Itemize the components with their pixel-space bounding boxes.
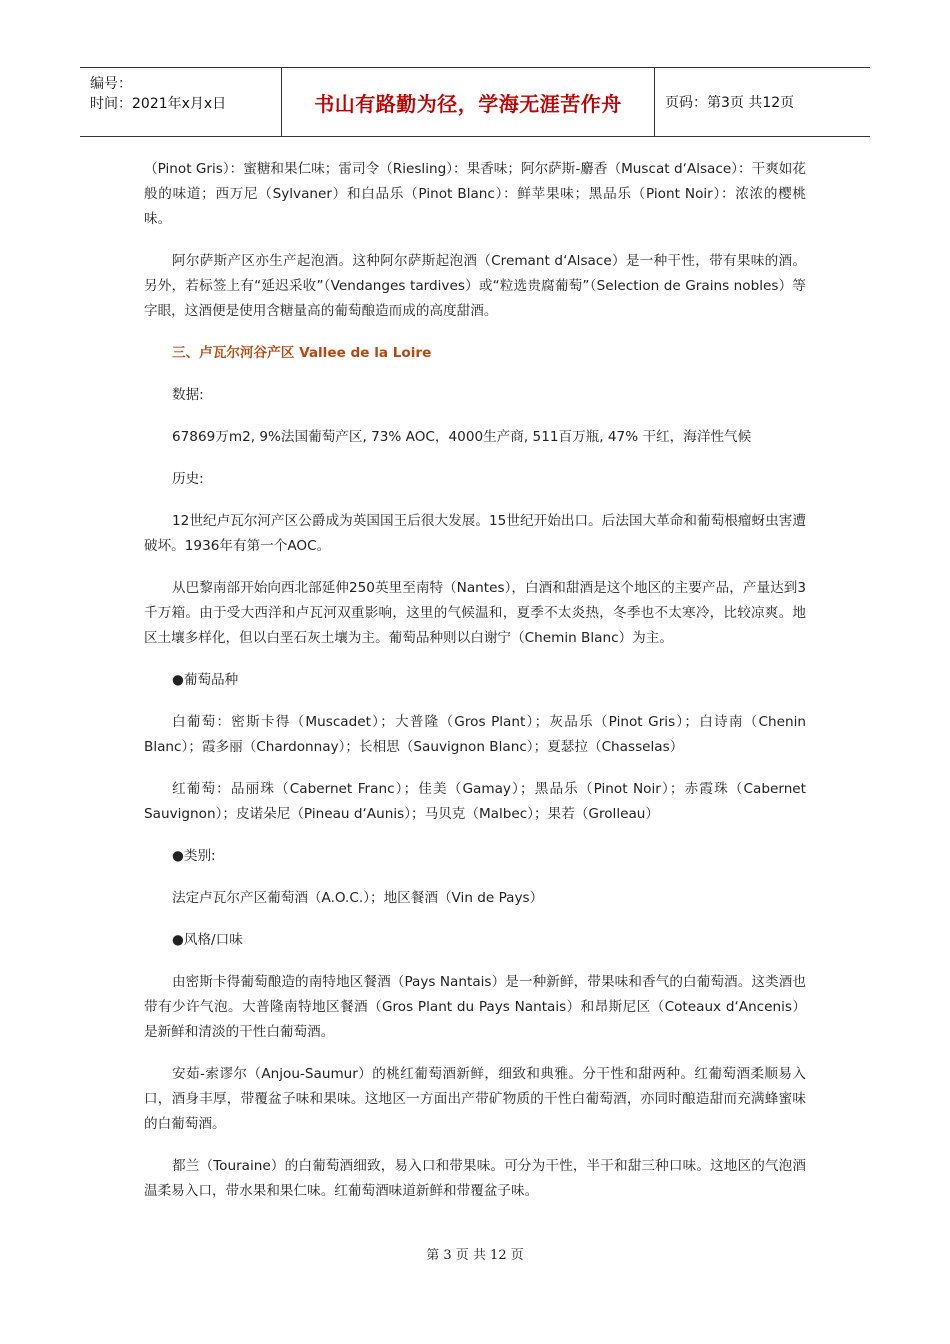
page-footer: 第 3 页 共 12 页 (426, 1248, 524, 1263)
history-label: 历史: (172, 471, 204, 487)
bullet-categories: ●类别: (172, 848, 216, 864)
document-body (144, 157, 806, 1221)
header-page-number: 页码：第3页 共12页 (665, 95, 795, 111)
data-label: 数据: (172, 387, 204, 403)
page-header (80, 67, 870, 137)
header-motto: 书山有路勤为径，学海无涯苦作舟 (282, 68, 655, 136)
paragraph-varieties-cont: （Pinot Gris）：蜜糖和果仁味；雷司令（Riesling）：果香味；阿尔萨斯-麝香（Muscat d‘Alsace）：干爽如花般的味道；西万尼（Sylvaner）和白品乐（Pinot Blanc）：鲜苹果味；黑品乐（Piont Noir）：浓浓的樱桃味。 (144, 161, 806, 227)
paragraph-sparkling: 阿尔萨斯产区亦生产起泡酒。这种阿尔萨斯起泡酒（Cremant d‘Alsace）是一种干性，带有果味的酒。另外，若标签上有“延迟采收”（Vendanges tardives）或“粒选贵腐葡萄”（Selection de Grains nobles）等字眼，这酒便是使用含糖量高的葡萄酿造而成的高度甜酒。 (144, 253, 806, 319)
bullet-grape-varieties: ●葡萄品种 (172, 672, 239, 688)
document-time-label: 时间：2021年x月x日 (90, 96, 227, 112)
paragraph-geography: 从巴黎南部开始向西北部延伸250英里至南特（Nantes），白酒和甜酒是这个地区的主要产品，产量达到3千万箱。由于受大西洋和卢瓦河双重影响，这里的气候温和，夏季不太炎热，冬季也不太寒冷，比较凉爽。地区土壤多样化，但以白垩石灰土壤为主。葡萄品种则以白谢宁（Chemin Blanc）为主。 (144, 580, 806, 646)
paragraph-white-grapes: 白葡萄：密斯卡得（Muscadet）；大普隆（Gros Plant）；灰品乐（Pinot Gris）；白诗南（Chenin Blanc）；霞多丽（Chardonnay）；长相思（Sauvignon Blanc）；夏瑟拉（Chasselas） (144, 714, 806, 755)
paragraph-touraine: 都兰（Touraine）的白葡萄酒细致，易入口和带果味。可分为干性，半干和甜三种口味。这地区的气泡酒温柔易入口，带水果和果仁味。红葡萄酒味道新鲜和带覆盆子味。 (144, 1158, 806, 1199)
paragraph-red-grapes: 红葡萄：品丽珠（Cabernet Franc）；佳美（Gamay）；黑品乐（Pinot Noir）；赤霞珠（Cabernet Sauvignon）；皮诺朵尼（Pineau d‘Aunis）；马贝克（Malbec）；果若（Grolleau） (144, 781, 806, 822)
paragraph-history: 12世纪卢瓦尔河产区公爵成为英国国王后很大发展。15世纪开始出口。后法国大革命和葡萄根瘤蚜虫害遭破坏。1936年有第一个AOC。 (144, 513, 806, 554)
bullet-style-taste: ●风格/口味 (172, 932, 243, 948)
paragraph-stats: 67869万m2, 9%法国葡萄产区, 73% AOC，4000生产商, 511百万瓶, 47% 干红，海洋性气候 (172, 429, 752, 445)
paragraph-nantais: 由密斯卡得葡萄酿造的南特地区餐酒（Pays Nantais）是一种新鲜，带果味和香气的白葡萄酒。这类酒也带有少许气泡。大普隆南特地区餐酒（Gros Plant du Pays Nantais）和昂斯尼区（Coteaux d‘Ancenis）是新鲜和清淡的干性白葡萄酒。 (144, 974, 806, 1040)
paragraph-anjou: 安茹-索谬尔（Anjou-Saumur）的桃红葡萄酒新鲜，细致和典雅。分干性和甜两种。红葡萄酒柔顺易入口，酒身丰厚，带覆盆子味和果味。这地区一方面出产带矿物质的干性白葡萄酒，亦同时酿造甜而充满蜂蜜味的白葡萄酒。 (144, 1066, 806, 1132)
document-number-label: 编号： (90, 76, 132, 92)
paragraph-categories: 法定卢瓦尔产区葡萄酒（A.O.C.）；地区餐酒（Vin de Pays） (172, 890, 544, 906)
section-heading-loire: 三、卢瓦尔河谷产区 Vallee de la Loire (172, 345, 432, 361)
header-meta (80, 68, 282, 136)
